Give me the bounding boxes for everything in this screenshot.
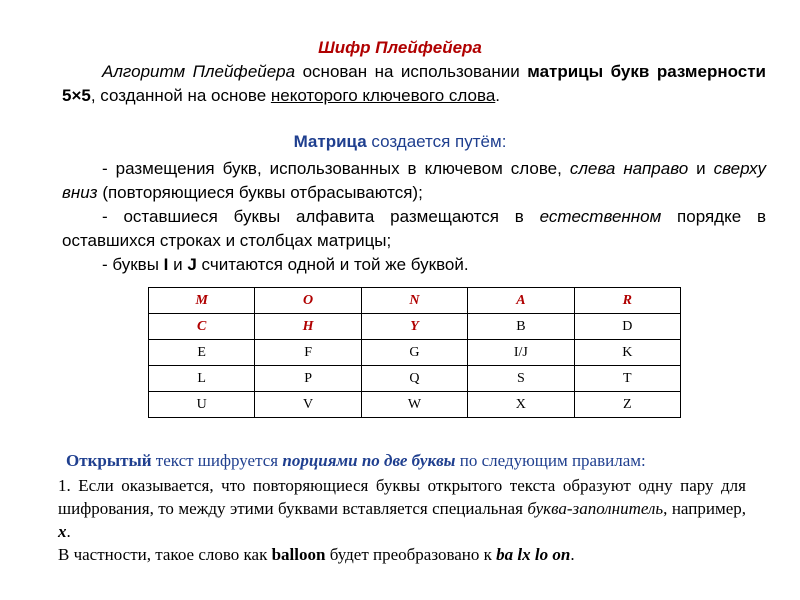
matrix-cell: I/J xyxy=(468,340,574,366)
rule-1-text-a: 1. Если оказывается, что повторяющиеся буквы открытого текста образуют одну пару для шифрования, то между этими буквами вставляется специальная xyxy=(58,476,746,518)
matrix-row xyxy=(149,288,681,314)
bullet-1-top-down: сверху вниз xyxy=(62,159,766,202)
bullet-3-text-c: и xyxy=(168,255,188,274)
bullet-3-text-e: считаются одной и той же буквой. xyxy=(196,255,469,274)
rule-2-text-a: В частности, такое слово как xyxy=(58,545,272,564)
rule-2 xyxy=(58,543,746,566)
matrix-cell: Z xyxy=(574,392,680,418)
matrix-heading xyxy=(0,132,800,152)
matrix-cell: G xyxy=(361,340,467,366)
keyword-phrase: некоторого ключевого слова xyxy=(270,86,496,105)
rules-head-text-d: по следующим правилам: xyxy=(455,451,646,470)
rule-1-filler: буква-заполнитель xyxy=(527,499,664,518)
rule-1-text-e: . xyxy=(66,522,71,541)
bullet-1 xyxy=(62,157,766,205)
matrix-cell: S xyxy=(468,366,574,392)
bullet-1-text-c: и xyxy=(688,159,714,178)
rule-2-text-c: будет преобразовано к xyxy=(325,545,497,564)
matrix-cell: W xyxy=(361,392,467,418)
matrix-row xyxy=(149,314,681,340)
matrix-row xyxy=(149,392,681,418)
intro-text-1: основан на использовании xyxy=(295,62,528,81)
matrix-cell: X xyxy=(468,392,574,418)
matrix-cell: O xyxy=(255,288,361,314)
rule-1-x: x xyxy=(58,522,67,541)
bullet-1-text-e: (повторяющиеся буквы отбрасываются); xyxy=(97,183,423,202)
matrix-cell: P xyxy=(255,366,361,392)
matrix-size-phrase: матрицы букв размерности 5×5 xyxy=(62,62,766,105)
bullet-2-text-a: - оставшиеся буквы алфавита размещаются в xyxy=(102,207,540,226)
matrix-cell: T xyxy=(574,366,680,392)
intro-text-2: , созданной на основе xyxy=(90,86,271,105)
intro-text-3: . xyxy=(495,86,501,105)
matrix-cell: V xyxy=(255,392,361,418)
bullet-3 xyxy=(62,253,766,277)
rules-head-text-b: текст шифруется xyxy=(151,451,283,470)
matrix-heading-rest: создается путём: xyxy=(366,132,507,151)
matrix-cell: Y xyxy=(361,314,467,340)
bullet-1-left-right: слева направо xyxy=(569,159,689,178)
matrix-heading-bold: Матрица xyxy=(293,132,367,151)
rules-heading xyxy=(66,451,646,471)
bullet-1-text-a: - размещения букв, использованных в ключевом слове, xyxy=(102,159,570,178)
matrix-row xyxy=(149,340,681,366)
rules-body xyxy=(58,474,746,566)
bullet-2-natural: естественном xyxy=(539,207,662,226)
rule-2-text-e: . xyxy=(570,545,575,564)
matrix-row xyxy=(149,366,681,392)
rules-head-open: Открытый xyxy=(66,451,152,470)
rule-2-balloon: balloon xyxy=(271,545,326,564)
matrix-cell: B xyxy=(468,314,574,340)
matrix-cell: E xyxy=(149,340,255,366)
matrix-cell: L xyxy=(149,366,255,392)
algorithm-name: Алгоритм Плейфейера xyxy=(102,62,296,81)
bullet-2-text-c: порядке в оставшихся строках и столбцах матрицы; xyxy=(62,207,766,250)
matrix-cell: D xyxy=(574,314,680,340)
bullet-3-text-a: - буквы xyxy=(102,255,164,274)
matrix-cell: Q xyxy=(361,366,467,392)
bullet-3-letter-i: I xyxy=(163,255,169,274)
matrix-cell: N xyxy=(361,288,467,314)
rule-1-text-c: , например, xyxy=(663,499,746,518)
page-title: Шифр Плейфейера xyxy=(318,38,482,57)
matrix-cell: U xyxy=(149,392,255,418)
rule-1 xyxy=(58,474,746,543)
bullet-3-letter-j: J xyxy=(187,255,197,274)
matrix-cell: R xyxy=(574,288,680,314)
matrix-cell: C xyxy=(149,314,255,340)
matrix-cell: M xyxy=(149,288,255,314)
matrix-cell: A xyxy=(468,288,574,314)
intro-paragraph xyxy=(62,60,766,108)
bullet-2 xyxy=(62,205,766,253)
rule-2-result: ba lx lo on xyxy=(496,545,571,564)
rules-head-pairs: порциями по две буквы xyxy=(282,451,456,470)
matrix-cell: F xyxy=(255,340,361,366)
matrix-cell: K xyxy=(574,340,680,366)
playfair-matrix xyxy=(148,287,681,418)
matrix-cell: H xyxy=(255,314,361,340)
